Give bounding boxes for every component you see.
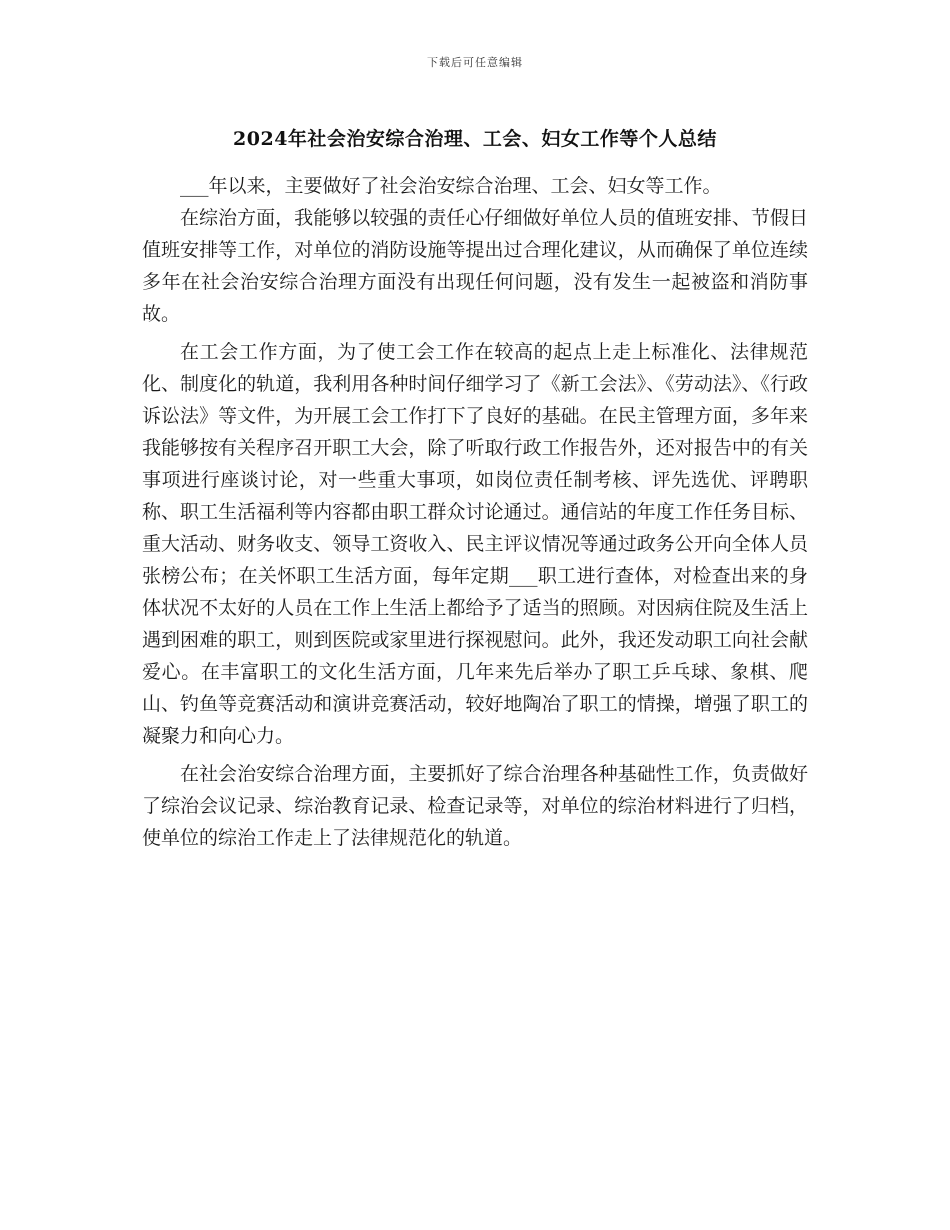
document-body	[142, 170, 808, 860]
document-title: 2024年社会治安综合治理、工会、妇女工作等个人总结	[233, 128, 717, 150]
paragraph-public-security: 在社会治安综合治理方面，主要抓好了综合治理各种基础性工作，负责做好了综治会议记录、综治教育记录、检查记录等，对单位的综治材料进行了归档，使单位的综治工作走上了法律规范化的轨道。	[142, 763, 808, 849]
paragraph-trade-union: 在工会工作方面，为了使工会工作在较高的起点上走上标准化、法律规范化、制度化的轨道，我利用各种时间仔细学习了《新工会法》、《劳动法》、《行政诉讼法》等文件，为开展工会工作打下了良好的基础。在民主管理方面，多年来我能够按有关程序召开职工大会，除了听取行政工作报告外，还对报告中的有关事项进行座谈讨论，对一些重大事项，如岗位责任制考核、评先选优、评聘职称、职工生活福利等内容都由职工群众讨论通过。通信站的年度工作任务目标、重大活动、财务收支、领导工资收入、民主评议情况等通过政务公开向全体人员张榜公布；在关怀职工生活方面，每年定期___职工进行查体，对检查出来的身体状况不太好的人员在工作上生活上都给予了适当的照顾。对因病住院及生活上遇到困难的职工，则到医院或家里进行探视慰问。此外，我还发动职工向社会献爱心。在丰富职工的文化生活方面，几年来先后举办了职工乒乓球、象棋、爬山、钓鱼等竞赛活动和演讲竞赛活动，较好地陶冶了职工的情操，增强了职工的凝聚力和向心力。	[142, 341, 808, 747]
paragraph-intro: ___年以来，主要做好了社会治安综合治理、工会、妇女等工作。	[180, 175, 722, 197]
header-note: 下载后可任意编辑	[427, 56, 523, 69]
paragraph-comprehensive-governance: 在综治方面，我能够以较强的责任心仔细做好单位人员的值班安排、节假日值班安排等工作，对单位的消防设施等提出过合理化建议，从而确保了单位连续多年在社会治安综合治理方面没有出现任何问题，没有发生一起被盗和消防事故。	[142, 207, 808, 325]
